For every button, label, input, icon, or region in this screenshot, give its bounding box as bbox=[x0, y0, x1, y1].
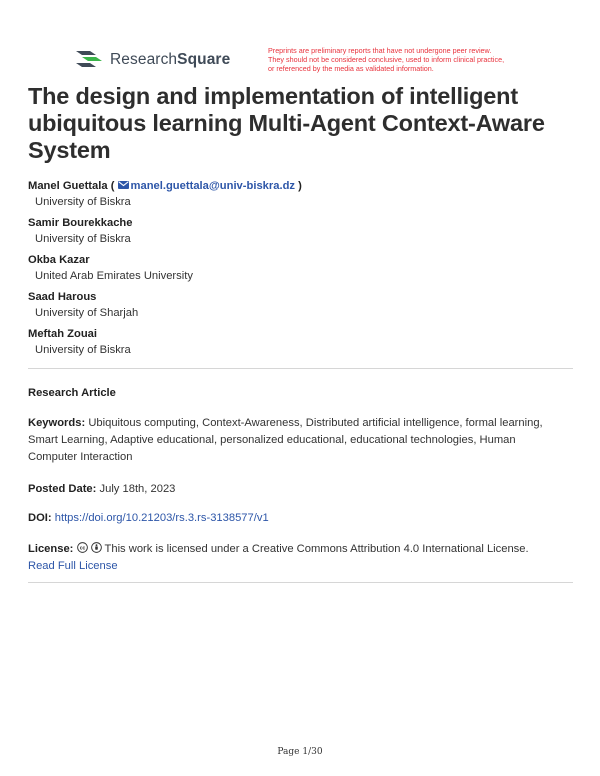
doi-link[interactable]: https://doi.org/10.21203/rs.3.rs-3138577/v1 bbox=[54, 512, 269, 524]
posted-date-value: July 18th, 2023 bbox=[99, 483, 176, 495]
author-affiliation: University of Biskra bbox=[35, 196, 131, 208]
author-name-text: Manel Guettala bbox=[28, 180, 108, 192]
page-number: Page 1/30 bbox=[277, 747, 323, 757]
keywords-line: Smart Learning, Adaptive educational, personalized educational, educational technologies, Human bbox=[28, 434, 516, 446]
author-name: Meftah Zouai bbox=[28, 328, 97, 340]
brand-name bbox=[110, 51, 230, 69]
corresponding-email: ( manel.guettala@univ-biskra.dz ) bbox=[110, 180, 302, 192]
posted-date-label: Posted Date: bbox=[28, 483, 97, 495]
divider bbox=[28, 582, 573, 583]
license bbox=[28, 541, 573, 575]
license-label: License: bbox=[28, 543, 74, 555]
research-square-logo-icon bbox=[74, 48, 104, 72]
keywords bbox=[28, 415, 573, 466]
keywords-line: Ubiquitous computing, Context-Awareness, Distributed artificial intelligence, formal learning, bbox=[88, 417, 543, 429]
envelope-icon bbox=[118, 181, 129, 189]
attribution-icon bbox=[91, 542, 102, 553]
author-affiliation: University of Biskra bbox=[35, 344, 131, 356]
keywords-label: Keywords: bbox=[28, 417, 86, 429]
author-name: Okba Kazar bbox=[28, 254, 90, 266]
article-type-label: Research Article bbox=[28, 387, 116, 399]
author-affiliation: University of Biskra bbox=[35, 233, 131, 245]
brand-part1: Research bbox=[110, 51, 178, 68]
author-affiliation: University of Sharjah bbox=[35, 307, 139, 319]
email-link[interactable]: manel.guettala@univ-biskra.dz bbox=[130, 180, 295, 192]
research-square-logo[interactable] bbox=[74, 48, 230, 72]
notice-line: or referenced by the media as validated information. bbox=[268, 64, 434, 73]
author-name bbox=[28, 179, 568, 194]
author-name: Saad Harous bbox=[28, 291, 97, 303]
article-type bbox=[28, 385, 573, 402]
divider bbox=[28, 368, 573, 369]
preprint-notice bbox=[268, 46, 538, 73]
doi-label: DOI: bbox=[28, 512, 52, 524]
keywords-line: Computer Interaction bbox=[28, 451, 133, 463]
brand-part2: Square bbox=[177, 51, 231, 68]
posted-date bbox=[28, 481, 573, 498]
license-text: This work is licensed under a Creative Commons Attribution 4.0 International License. bbox=[104, 543, 529, 555]
title-line: The design and implementation of intelligent bbox=[28, 83, 518, 109]
notice-line: Preprints are preliminary reports that have not undergone peer review. bbox=[268, 46, 492, 55]
svg-text:cc: cc bbox=[79, 545, 85, 552]
paper-title bbox=[28, 83, 568, 164]
author-affiliation: United Arab Emirates University bbox=[35, 270, 193, 282]
author-name: Samir Bourekkache bbox=[28, 217, 133, 229]
title-line: ubiquitous learning Multi-Agent Context-Aware bbox=[28, 110, 545, 136]
notice-line: They should not be considered conclusive, used to inform clinical practice, bbox=[268, 55, 505, 64]
author-list bbox=[28, 179, 568, 364]
cc-icon bbox=[77, 542, 88, 553]
read-full-license-link[interactable]: Read Full License bbox=[28, 560, 118, 572]
doi bbox=[28, 510, 573, 527]
title-line: System bbox=[28, 137, 111, 163]
